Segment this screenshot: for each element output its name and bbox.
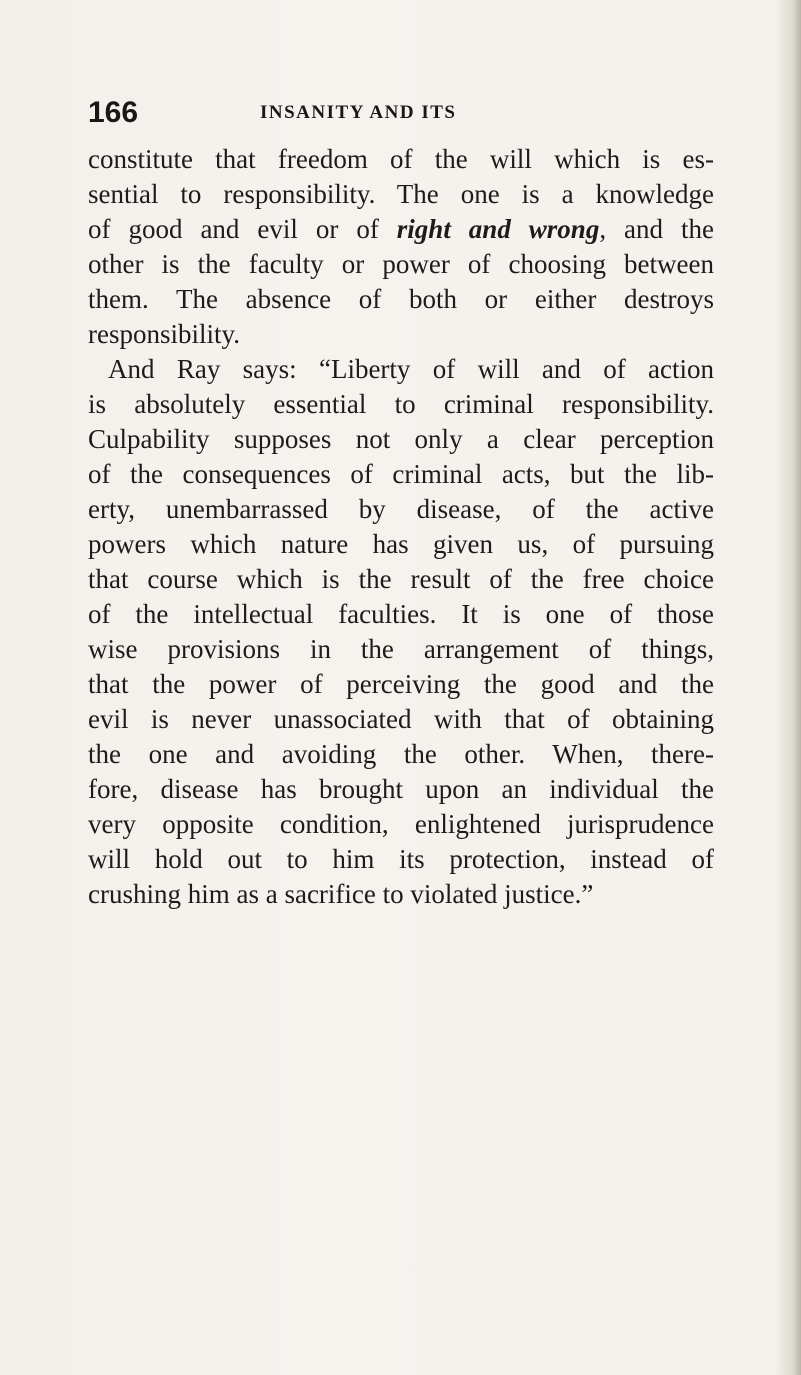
text-line: is absolutely essential to criminal responsibility. xyxy=(88,389,714,419)
text-segment: of good and evil or of xyxy=(88,214,397,244)
text-segment: , and the xyxy=(599,214,714,244)
text-line: sential to responsibility. The one is a knowledge xyxy=(88,179,714,209)
running-title: INSANITY AND ITS xyxy=(260,102,457,123)
text-line: erty, unembarrassed by disease, of the active xyxy=(88,494,714,524)
page-number: 166 xyxy=(88,96,139,129)
text-line: Culpability supposes not only a clear perception xyxy=(88,424,714,454)
text-line: that the power of perceiving the good and the xyxy=(88,669,714,699)
text-line: crushing him as a sacrifice to violated justice.” xyxy=(88,879,594,909)
text-line: other is the faculty or power of choosing between xyxy=(88,249,714,279)
text-line: And Ray says: “Liberty of will and of action xyxy=(108,354,714,384)
text-line xyxy=(88,212,714,247)
page-edge-shadow xyxy=(775,0,801,1375)
text-line: of the consequences of criminal acts, but the lib- xyxy=(88,459,714,489)
text-line: them. The absence of both or either destroys xyxy=(88,284,714,314)
running-head xyxy=(88,96,708,136)
text-line: will hold out to him its protection, instead of xyxy=(88,844,714,874)
text-line: very opposite condition, enlightened jurisprudence xyxy=(88,809,714,839)
text-line: responsibility. xyxy=(88,319,240,349)
text-line: powers which nature has given us, of pursuing xyxy=(88,529,714,559)
text-line: of the intellectual faculties. It is one of those xyxy=(88,599,714,629)
italic-phrase: right and wrong xyxy=(396,214,600,244)
text-line: fore, disease has brought upon an individual the xyxy=(88,774,714,804)
text-line: constitute that freedom of the will which is es- xyxy=(88,144,714,174)
text-line: that course which is the result of the free choice xyxy=(88,564,714,594)
body-text xyxy=(88,142,714,912)
text-line: wise provisions in the arrangement of things, xyxy=(88,634,714,664)
text-line: the one and avoiding the other. When, there- xyxy=(88,739,714,769)
text-line: evil is never unassociated with that of obtaining xyxy=(88,704,714,734)
